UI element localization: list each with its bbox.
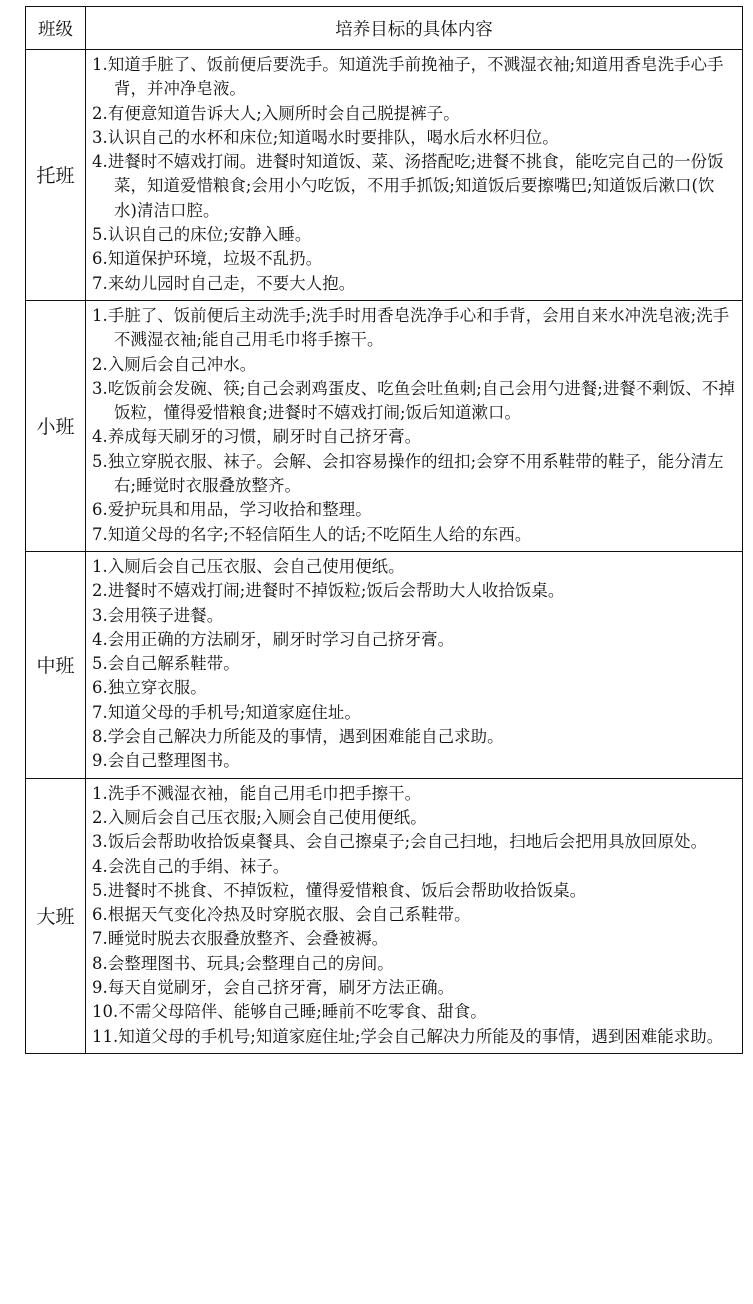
goal-item: 5.独立穿脱衣服、袜子。会解、会扣容易操作的纽扣;会穿不用系鞋带的鞋子，能分清左右;睡觉时衣服叠放整齐。 <box>92 451 724 496</box>
table-row <box>26 300 743 551</box>
goal-item: 7.知道父母的手机号;知道家庭住址。 <box>92 702 361 722</box>
goal-item: 6.爱护玩具和用品，学习收拾和整理。 <box>92 500 372 520</box>
goal-content-cell <box>86 778 743 1053</box>
goal-list <box>92 782 736 1049</box>
goal-item: 4.会用正确的方法刷牙，刷牙时学习自己挤牙膏。 <box>92 629 455 649</box>
goal-item: 6.独立穿衣服。 <box>92 678 207 698</box>
goal-item: 7.来幼儿园时自己走，不要大人抱。 <box>92 273 356 293</box>
goal-item: 10.不需父母陪伴、能够自己睡;睡前不吃零食、甜食。 <box>92 1002 487 1022</box>
goal-item: 3.吃饭前会发碗、筷;自己会剥鸡蛋皮、吃鱼会吐鱼刺;自己会用勺进餐;进餐不剩饭、不掉饭粒，懂得爱惜粮食;进餐时不嬉戏打闹;饭后知道漱口。 <box>92 378 735 423</box>
goal-item: 3.会用筷子进餐。 <box>92 605 224 625</box>
goal-item: 3.饭后会帮助收拾饭桌餐具、会自己擦桌子;会自己扫地，扫地后会把用具放回原处。 <box>92 832 708 852</box>
goal-item: 4.会洗自己的手绢、袜子。 <box>92 856 290 876</box>
class-name-cell: 大班 <box>26 778 86 1053</box>
goal-item: 1.洗手不溅湿衣袖，能自己用毛巾把手擦干。 <box>92 783 422 803</box>
goal-item: 5.认识自己的床位;安静入睡。 <box>92 225 312 245</box>
goal-item: 5.进餐时不挑食、不掉饭粒，懂得爱惜粮食、饭后会帮助收拾饭桌。 <box>92 880 587 900</box>
goal-content-cell <box>86 50 743 301</box>
goal-content-cell <box>86 300 743 551</box>
goal-item: 8.学会自己解决力所能及的事情，遇到困难能自己求助。 <box>92 727 504 747</box>
goal-item: 5.会自己解系鞋带。 <box>92 654 240 674</box>
goal-item: 1.手脏了、饭前便后主动洗手;洗手时用香皂洗净手心和手背，会用自来水冲洗皂液;洗手不溅湿衣袖;能自己用毛巾将手擦干。 <box>92 305 730 350</box>
goal-item: 2.入厕后会自己压衣服;入厕会自己使用便纸。 <box>92 807 427 827</box>
goal-item: 6.根据天气变化冷热及时穿脱衣服、会自己系鞋带。 <box>92 905 471 925</box>
table-header-row <box>26 7 743 50</box>
goal-item: 4.进餐时不嬉戏打闹。进餐时知道饭、菜、汤搭配吃;进餐不挑食，能吃完自己的一份饭菜，知道爱惜粮食;会用小勺吃饭，不用手抓饭;知道饭后要擦嘴巴;知道饭后漱口(饮水)清洁口腔。 <box>92 152 724 220</box>
class-name-cell: 托班 <box>26 50 86 301</box>
goal-item: 7.知道父母的名字;不轻信陌生人的话;不吃陌生人给的东西。 <box>92 524 532 544</box>
goal-list <box>92 53 736 296</box>
goal-item: 9.会自己整理图书。 <box>92 751 240 771</box>
table-row <box>26 50 743 301</box>
goal-list <box>92 555 736 774</box>
goal-item: 3.认识自己的水杯和床位;知道喝水时要排队，喝水后水杯归位。 <box>92 127 559 147</box>
goal-item: 7.睡觉时脱去衣服叠放整齐、会叠被褥。 <box>92 929 389 949</box>
goal-item: 11.知道父母的手机号;知道家庭住址;学会自己解决力所能及的事情，遇到困难能求助。 <box>92 1026 724 1046</box>
goal-item: 2.进餐时不嬉戏打闹;进餐时不掉饭粒;饭后会帮助大人收拾饭桌。 <box>92 581 565 601</box>
goal-list <box>92 304 736 547</box>
goal-item: 6.知道保护环境，垃圾不乱扔。 <box>92 249 323 269</box>
training-goals-table <box>25 6 743 1054</box>
goal-item: 1.入厕后会自己压衣服、会自己使用便纸。 <box>92 556 405 576</box>
goal-item: 2.入厕后会自己冲水。 <box>92 354 257 374</box>
class-name-cell: 小班 <box>26 300 86 551</box>
goal-content-cell <box>86 551 743 778</box>
class-name-cell: 中班 <box>26 551 86 778</box>
table-row <box>26 551 743 778</box>
goal-item: 8.会整理图书、玩具;会整理自己的房间。 <box>92 953 394 973</box>
header-content: 培养目标的具体内容 <box>86 7 743 50</box>
header-class: 班级 <box>26 7 86 50</box>
table-row <box>26 778 743 1053</box>
goal-item: 9.每天自觉刷牙，会自己挤牙膏，刷牙方法正确。 <box>92 977 455 997</box>
goal-item: 1.知道手脏了、饭前便后要洗手。知道洗手前挽袖子，不溅湿衣袖;知道用香皂洗手心手背，并冲净皂液。 <box>92 55 724 99</box>
goal-item: 2.有便意知道告诉大人;入厕所时会自己脱提裤子。 <box>92 103 460 123</box>
table-body <box>26 50 743 1054</box>
goal-item: 4.养成每天刷牙的习惯，刷牙时自己挤牙膏。 <box>92 427 422 447</box>
